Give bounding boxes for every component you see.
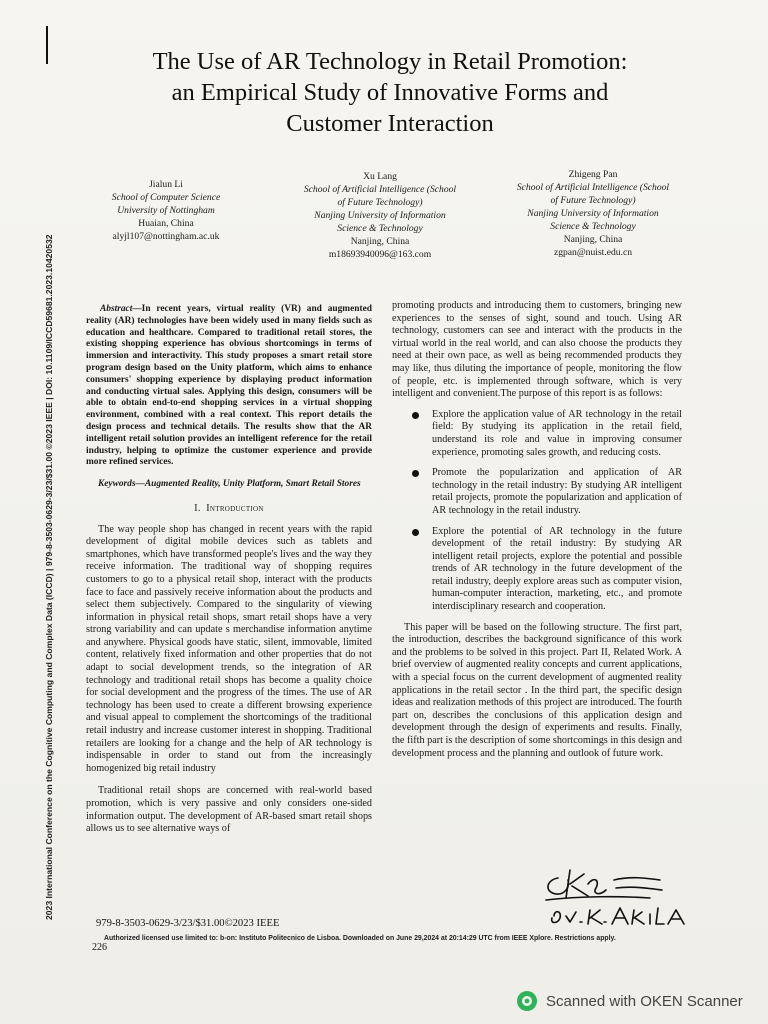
list-item <box>392 526 682 614</box>
section-number: I. <box>194 502 201 514</box>
keywords-lead: Keywords <box>98 479 136 490</box>
margin-rule <box>46 26 48 64</box>
title-line-2: an Empirical Study of Innovative Forms and <box>171 79 609 106</box>
author-email: m18693940096@163.com <box>328 249 432 260</box>
paper-title <box>70 46 710 139</box>
intro-paragraph-1: The way people shop has changed in recent years with the rapid development of digital mobile devices such as tablets and smartphones, which have transformed people's lives and the way they receive information. The traditional way of shopping requires customers to go to a physical retail shop, interact with the products face to face and passively receive information about the products and select them subjectively. Compared to the singularity of viewing information in physical retail shops, smart retail shops have a very strong variability and can update s merchandise information anytime and anywhere. Physical goods have static, silent, immovable, limited content, relatively fixed information and other properties that do not adapt to social development trends, so the integration of AR technology and traditional retail shops has become a quality choice for social development and the progress of the times. The use of AR technology has been used to create a different browsing experience and visual appeal to complement the shortcomings of the traditional retail industry and increase customer interest in shopping. Traditional retailers are looking for a change and the help of AR technology is indispensable in order to stand out from the increasingly homogenized big retail industry <box>86 523 372 774</box>
author-email: alyjl107@nottingham.ac.uk <box>112 231 220 242</box>
oken-scanner-logo-icon <box>516 990 538 1012</box>
author-block-1 <box>96 178 236 243</box>
title-line-1: The Use of AR Technology in Retail Promotion: <box>152 48 628 75</box>
left-column <box>86 304 372 836</box>
author-affiliation: of Future Technology) <box>550 195 636 206</box>
right-column <box>392 300 682 760</box>
purpose-list <box>392 409 682 614</box>
bullet-icon <box>412 529 419 536</box>
conference-side-note: 2023 International Conference on the Cognitive Computing and Complex Data (ICCD) | 979-8-3503-0629-3/23/$31.00 ©2023 IEEE | DOI: 10.1109/ICCD59681.2023.10420532 <box>44 234 54 920</box>
footer-isbn: 979-8-3503-0629-3/23/$31.00©2023 IEEE <box>96 918 280 929</box>
list-item <box>392 409 682 459</box>
author-affiliation: Science & Technology <box>550 221 636 232</box>
author-name: Jialun Li <box>149 179 183 190</box>
author-affiliation: of Future Technology) <box>337 197 423 208</box>
keywords <box>86 479 372 491</box>
author-affiliation: School of Artificial Intelligence (School <box>303 184 457 195</box>
bullet-icon <box>412 412 419 419</box>
author-affiliation: School of Artificial Intelligence (School <box>516 182 670 193</box>
author-affiliation: Nanjing University of Information <box>314 210 446 221</box>
author-affiliation: University of Nottingham <box>117 205 215 216</box>
scanner-watermark <box>516 990 743 1012</box>
page-number: 226 <box>92 942 107 953</box>
bullet-icon <box>412 470 419 477</box>
author-block-2 <box>290 170 470 261</box>
list-item-text: Explore the application value of AR technology in the retail field: By studying its application in the retail field, understand its role and value in improving consumer experience, promoting sales growth, and reducing costs. <box>432 408 682 458</box>
author-affiliation: Nanjing University of Information <box>527 208 659 219</box>
section-title: Introduction <box>206 502 264 514</box>
keywords-text: —Augmented Reality, Unity Platform, Smart Retail Stores <box>135 479 361 490</box>
structure-paragraph: This paper will be based on the following structure. The first part, the introduction, describes the background significance of this work and the problems to be solved in this project. Part II, Related Work. A brief overview of augmented reality concepts and current applications, with a special focus on the current development of augmented reality applications in the retail sector . In the third part, the specific design ideas and realization methods of this project are introduced. The fourth part on, describes the conclusions of this application design and development through the design of experiments and results. Finally, the fifth part is the description of some shortcomings in this design and development process and the planning and outlook of future work. <box>392 621 682 759</box>
author-name: Zhigeng Pan <box>568 169 618 180</box>
author-affiliation: Science & Technology <box>337 223 423 234</box>
author-affiliation: School of Computer Science <box>111 192 221 203</box>
list-item <box>392 467 682 517</box>
author-name: Xu Lang <box>363 171 397 182</box>
intro-paragraph-continued: promoting products and introducing them to customers, bringing new experiences to the senses of sight, sound and touch. Using AR technology, customers can see and interact with the products in the virtual world in the real world, and can also choose the products they need at their own pace, as well as being recommended products they may like, thus diluting the importance of people, monitoring the flow of people, etc. is implemented through software, which is very intelligent and convenient.The purpose of this report is as follows: <box>392 300 682 400</box>
license-notice: Authorized licensed use limited to: b-on: Instituto Politecnico de Lisboa. Downloaded on June 29,2024 at 20:14:29 UTC from IEEE Xplore. Restrictions apply. <box>104 935 616 942</box>
author-location: Huaian, China <box>138 218 194 229</box>
handwritten-signature <box>540 866 710 936</box>
abstract-lead: Abstract <box>100 304 133 314</box>
abstract-text: —In recent years, virtual reality (VR) and augmented reality (AR) technologies have been widely used in many fields such as education and healthcare. Compared to traditional retail stores, the existing shopping experience has obvious shortcomings in terms of immersion and interactivity. This study proposes a smart retail store program design based on the Unity platform, which aims to enhance consumers' shopping experience by displaying product information and conducting virtual sales. Applying this design, consumers will be able to obtain end-to-end shopping services in a virtual shopping environment, combined with a real context. This report details the design process and technical details. The results show that the AR intelligent retail solution provides an intelligent reference for the retail industry, helping to optimize the customer experience and provide more refined services. <box>86 304 372 468</box>
intro-paragraph-2: Traditional retail shops are concerned with real-world based promotion, which is very passive and only considers one-sided information output. The development of AR-based smart retail shops allows us to see alternative ways of <box>86 785 372 835</box>
author-location: Nanjing, China <box>350 236 410 247</box>
scanner-label: Scanned with OKEN Scanner <box>546 992 743 1010</box>
author-email: zgpan@nuist.edu.cn <box>553 247 633 258</box>
author-location: Nanjing, China <box>563 234 623 245</box>
list-item-text: Promote the popularization and application of AR technology in the retail industry: By studying AR intelligent retail projects, promote the popularization and application of AR technology in the retail industry. <box>432 467 682 516</box>
list-item-text: Explore the potential of AR technology in the future development of the retail industry: By studying AR intelligent retail projects, explore the potential and possible trends of AR technology in the future development of the retail industry, deeply explore areas such as computer vision, human-computer interaction, marketing, etc., and promote interdisciplinary research and cooperation. <box>432 525 682 613</box>
author-block-3 <box>502 168 684 259</box>
title-line-3: Customer Interaction <box>286 110 494 137</box>
section-heading-introduction <box>86 503 372 516</box>
abstract <box>86 304 372 469</box>
